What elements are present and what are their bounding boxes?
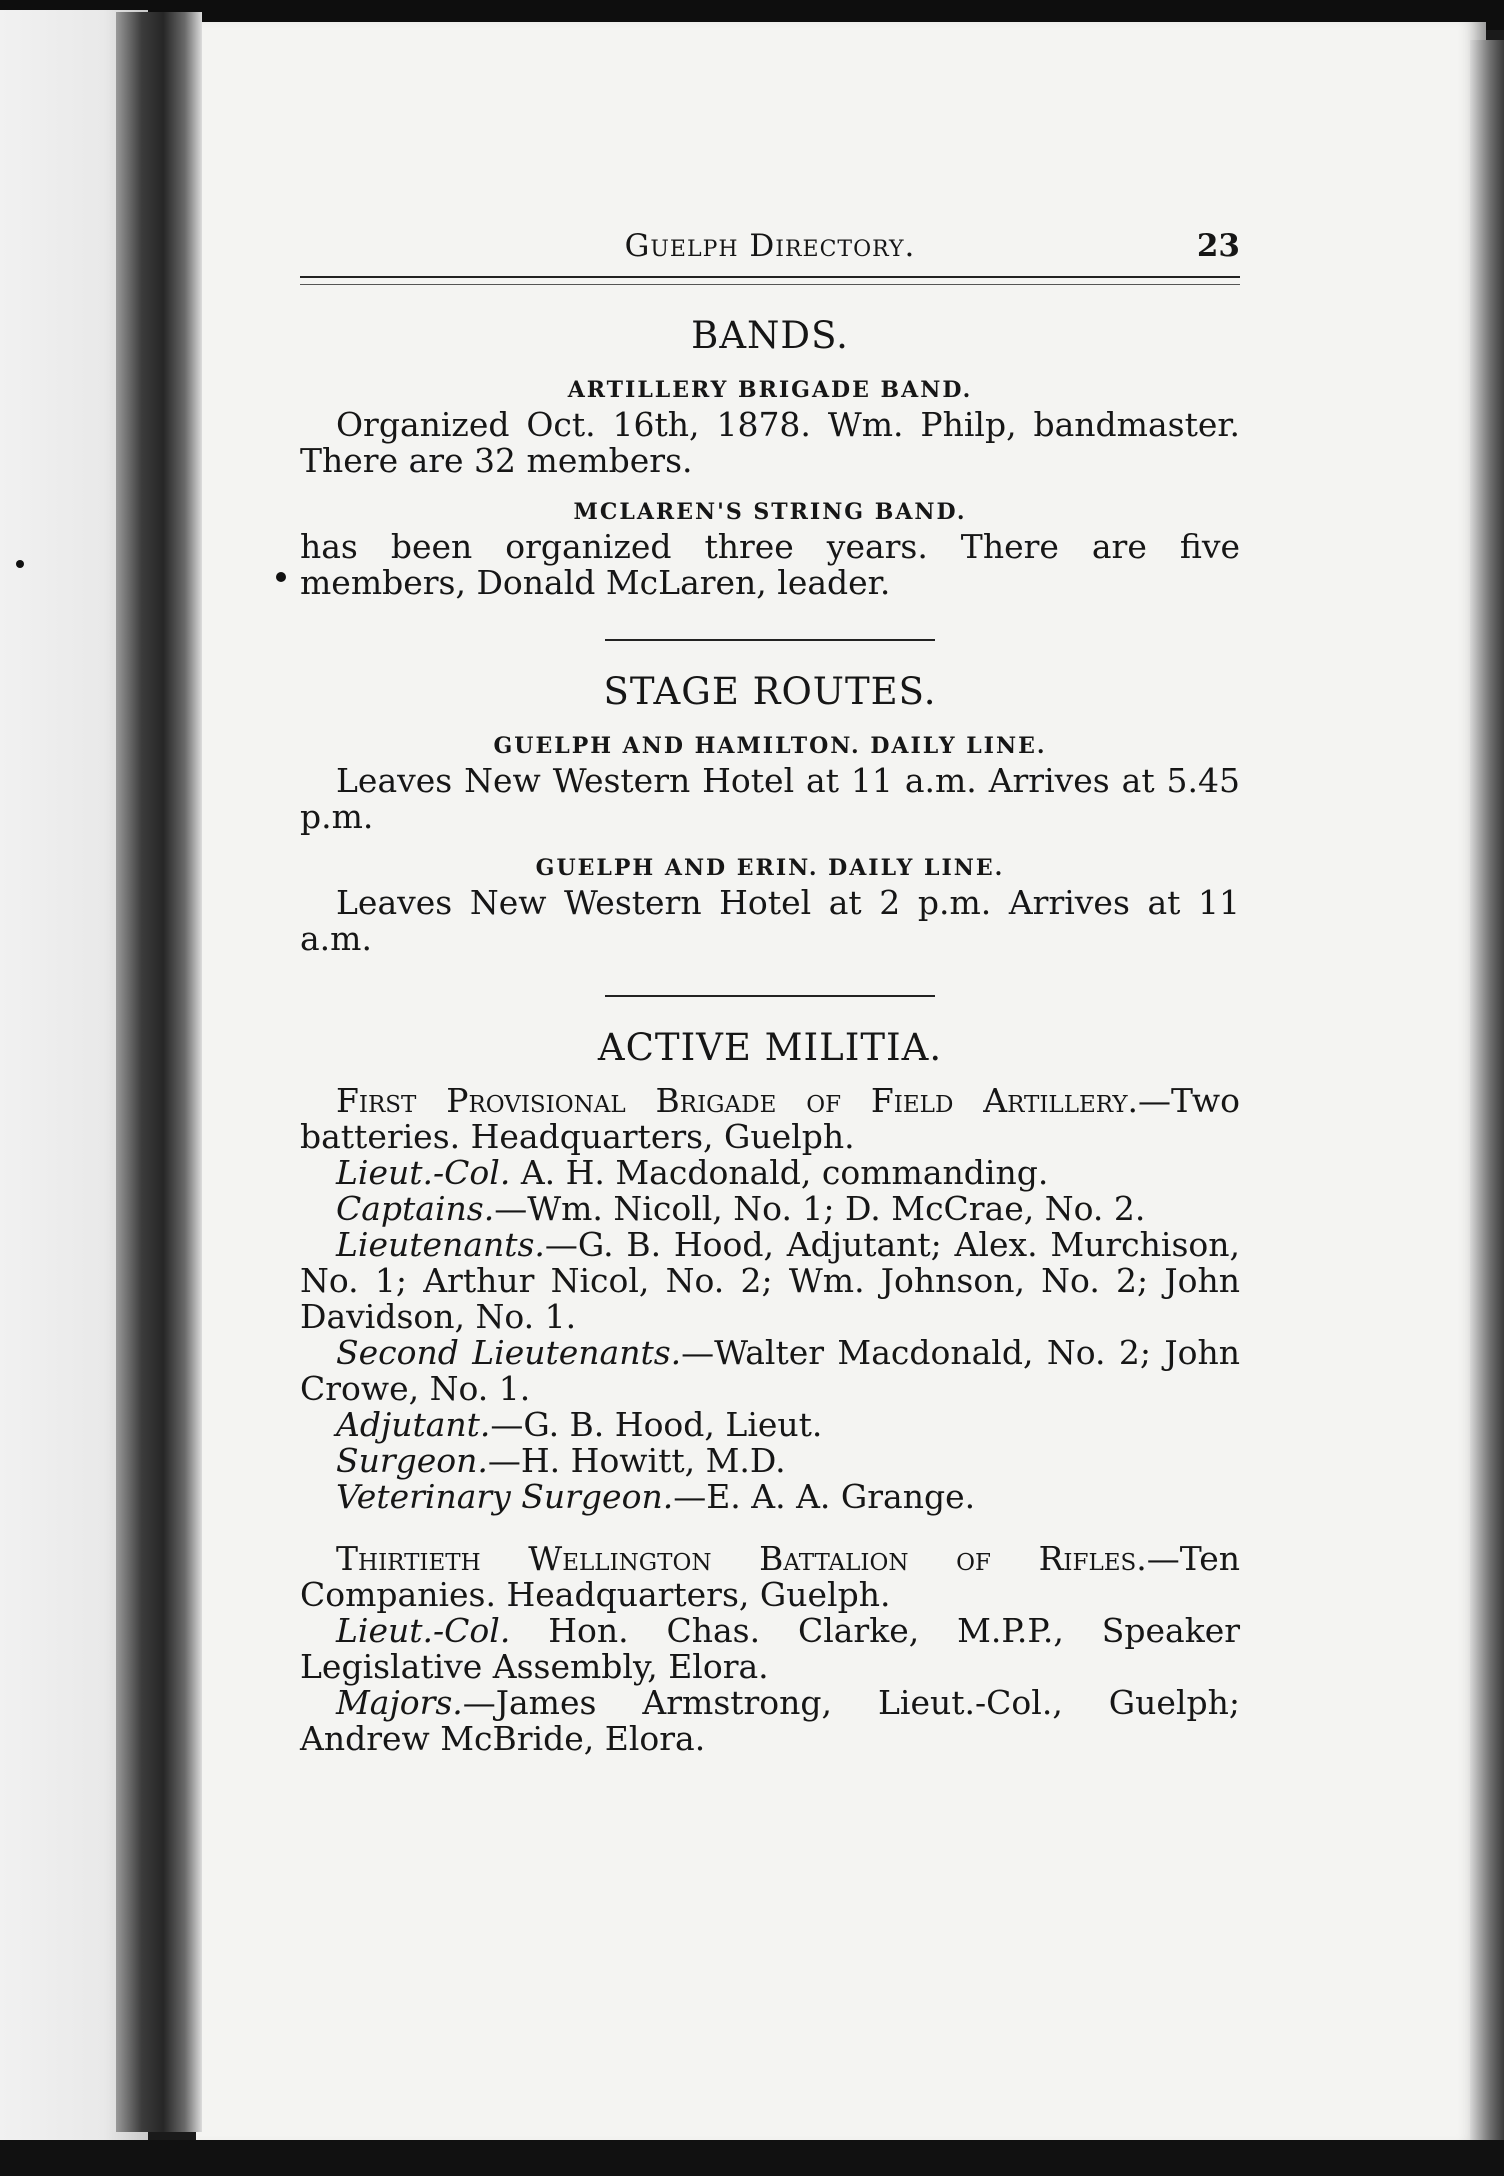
mclaren-band-text: has been organized three years. There are five members, Donald McLaren, leader. <box>300 527 1240 602</box>
militia-entry <box>300 1191 1240 1227</box>
ink-speck <box>16 560 24 568</box>
entry-text: —G. B. Hood, Adjutant; Alex. Murchison, No. 1; Arthur Nicol, No. 2; Wm. Johnson, No. 2; John Davidson, No. 1. <box>300 1225 1240 1336</box>
militia-entry <box>300 1685 1240 1757</box>
militia-entry <box>300 1407 1240 1443</box>
header-rule <box>300 276 1240 285</box>
book-gutter <box>116 12 202 2132</box>
section-divider <box>605 995 935 997</box>
entry-text: —G. B. Hood, Lieut. <box>490 1405 823 1444</box>
running-head <box>300 200 1240 264</box>
entry-text: —Wm. Nicoll, No. 1; D. McCrae, No. 2. <box>494 1189 1146 1228</box>
entry-role: Adjutant. <box>336 1405 491 1444</box>
entry-role: Lieut.-Col. <box>336 1611 511 1650</box>
militia-entry <box>300 1479 1240 1515</box>
rifles-battalion-lead <box>300 1541 1240 1613</box>
artillery-brigade-name: First Provisional Brigade of Field Artillery. <box>336 1081 1139 1120</box>
scan-bottom-shadow <box>0 2140 1504 2176</box>
subheading-artillery-band: ARTILLERY BRIGADE BAND. <box>567 377 973 403</box>
entry-text: —Walter Macdonald, No. 2; John Crowe, No. 1. <box>300 1333 1240 1408</box>
page-number: 23 <box>1196 228 1240 264</box>
entry-role: Lieut.-Col. <box>336 1153 511 1192</box>
running-head-title: Guelph Directory. <box>624 228 916 264</box>
subheading-guelph-erin: GUELPH AND ERIN. DAILY LINE. <box>535 855 1005 881</box>
entry-text: Hon. Chas. Clarke, M.P.P., Speaker Legislative Assembly, Elora. <box>300 1611 1240 1686</box>
entry-text: —E. A. A. Grange. <box>673 1477 976 1516</box>
entry-role: Second Lieutenants. <box>336 1333 682 1372</box>
entry-role: Majors. <box>336 1683 463 1722</box>
section-title-stage-routes: STAGE ROUTES. <box>603 670 937 713</box>
section-title-active-militia: ACTIVE MILITIA. <box>597 1026 943 1069</box>
entry-role: Veterinary Surgeon. <box>336 1477 674 1516</box>
subheading-mclaren-band: MCLAREN'S STRING BAND. <box>573 499 967 525</box>
subheading-guelph-hamilton: GUELPH AND HAMILTON. DAILY LINE. <box>493 733 1047 759</box>
ink-speck <box>276 572 286 582</box>
entry-role: Lieutenants. <box>336 1225 545 1264</box>
militia-entry <box>300 1155 1240 1191</box>
militia-entry <box>300 1443 1240 1479</box>
artillery-brigade-lead <box>300 1083 1240 1155</box>
artillery-brigade-detail: —Two batteries. Headquarters, Guelph. <box>300 1081 1240 1156</box>
rifles-battalion-detail: —Ten Companies. Headquarters, Guelph. <box>300 1539 1240 1614</box>
militia-entry <box>300 1227 1240 1335</box>
artillery-band-text: Organized Oct. 16th, 1878. Wm. Philp, bandmaster. There are 32 members. <box>300 405 1240 480</box>
entry-text: —James Armstrong, Lieut.-Col., Guelph; Andrew McBride, Elora. <box>300 1683 1240 1758</box>
entry-text: —H. Howitt, M.D. <box>487 1441 786 1480</box>
militia-entry <box>300 1613 1240 1685</box>
section-divider <box>605 639 935 641</box>
page-edge-shadow <box>1470 40 1504 2140</box>
erin-route-text: Leaves New Western Hotel at 2 p.m. Arrives at 11 a.m. <box>300 883 1240 958</box>
entry-role: Surgeon. <box>336 1441 488 1480</box>
hamilton-route-text: Leaves New Western Hotel at 11 a.m. Arrives at 5.45 p.m. <box>300 761 1240 836</box>
militia-entry <box>300 1335 1240 1407</box>
page-content <box>300 200 1240 1757</box>
entry-text: A. H. Macdonald, commanding. <box>510 1153 1049 1192</box>
entry-role: Captains. <box>336 1189 495 1228</box>
rifles-battalion-name: Thirtieth Wellington Battalion of Rifles. <box>336 1539 1147 1578</box>
section-title-bands: BANDS. <box>691 314 849 357</box>
spacer <box>300 1515 1240 1539</box>
